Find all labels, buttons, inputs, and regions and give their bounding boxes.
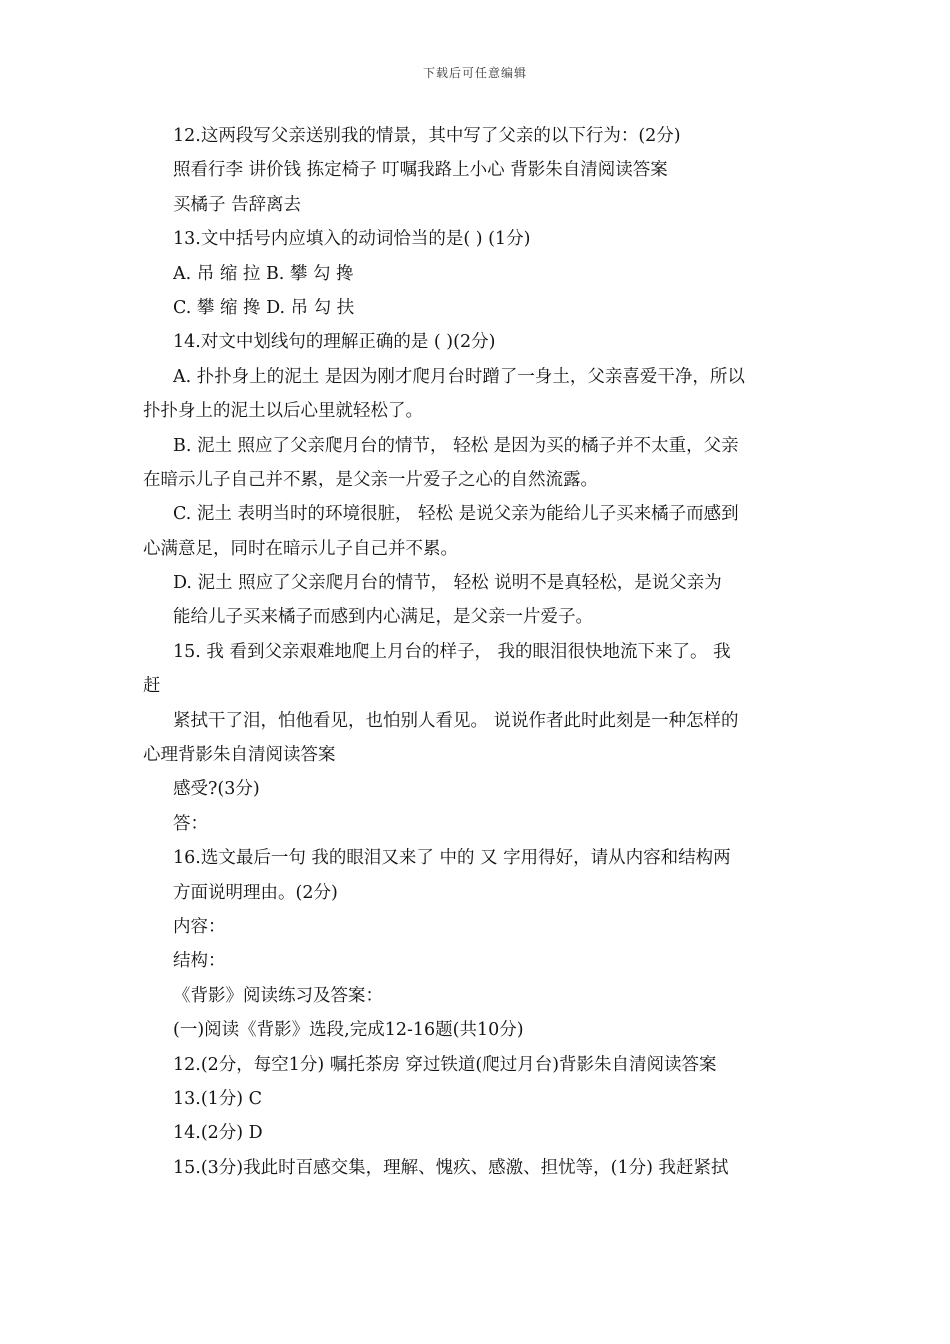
text-line: 15.(3分)我此时百感交集，理解、愧疚、感激、担忧等，(1分) 我赶紧拭: [173, 1157, 729, 1178]
text-line: D. 泥土 照应了父亲爬月台的情节， 轻松 说明不是真轻松，是说父亲为: [173, 573, 722, 594]
text-line: 14.(2分) D: [173, 1123, 263, 1144]
text-line: 16.选文最后一句 我的眼泪又来了 中的 又 字用得好，请从内容和结构两: [173, 848, 731, 869]
text-line: 能给儿子买来橘子而感到内心满足，是父亲一片爱子。: [173, 607, 593, 628]
text-line: 15. 我 看到父亲艰难地爬上月台的样子， 我的眼泪很快地流下来了。 我: [173, 641, 731, 662]
text-line: A. 扑扑身上的泥土 是因为刚才爬月台时蹭了一身土，父亲喜爱干净，所以: [173, 366, 745, 387]
text-line: 《背影》阅读练习及答案：: [173, 985, 383, 1006]
text-line: 内容：: [173, 916, 226, 937]
text-line: A. 吊 缩 拉 B. 攀 勾 搀: [173, 263, 354, 284]
text-line: 在暗示儿子自己并不累，是父亲一片爱子之心的自然流露。: [143, 469, 598, 490]
text-line: 12.这两段写父亲送别我的情景，其中写了父亲的以下行为：(2分): [173, 126, 681, 146]
text-line: 13.(1分) C: [173, 1088, 263, 1109]
text-line: (一)阅读《背影》选段,完成12-16题(共10分): [173, 1020, 524, 1041]
page-header: 下载后可任意编辑: [422, 66, 527, 80]
text-line: 照看行李 讲价钱 拣定椅子 叮嘱我路上小心 背影朱自清阅读答案: [173, 160, 668, 181]
text-line: 答：: [173, 813, 208, 834]
text-line: 心满意足，同时在暗示儿子自己并不累。: [143, 538, 458, 559]
text-line: 心理背影朱自清阅读答案: [143, 745, 336, 766]
text-line: 结构：: [173, 951, 226, 972]
document-body: [0, 119, 950, 1185]
text-line: 赶: [143, 676, 161, 697]
text-line: C. 泥土 表明当时的环境很脏， 轻松 是说父亲为能给儿子买来橘子而感到: [173, 504, 739, 525]
text-line: 方面说明理由。(2分): [173, 882, 338, 903]
text-line: 感受?(3分): [173, 779, 260, 800]
text-line: 13.文中括号内应填入的动词恰当的是( ) (1分): [173, 229, 531, 250]
text-line: C. 攀 缩 搀 D. 吊 勾 扶: [173, 297, 355, 318]
text-line: 扑扑身上的泥土以后心里就轻松了。: [143, 401, 423, 422]
text-line: 买橘子 告辞离去: [173, 194, 302, 215]
text-line: B. 泥土 照应了父亲爬月台的情节， 轻松 是因为买的橘子并不太重，父亲: [173, 435, 739, 456]
text-line: 12.(2分，每空1分) 嘱托茶房 穿过铁道(爬过月台)背影朱自清阅读答案: [173, 1054, 717, 1075]
text-line: 紧拭干了泪，怕他看见，也怕别人看见。 说说作者此时此刻是一种怎样的: [173, 710, 739, 731]
text-line: 14.对文中划线句的理解正确的是 ( )(2分): [173, 332, 496, 353]
